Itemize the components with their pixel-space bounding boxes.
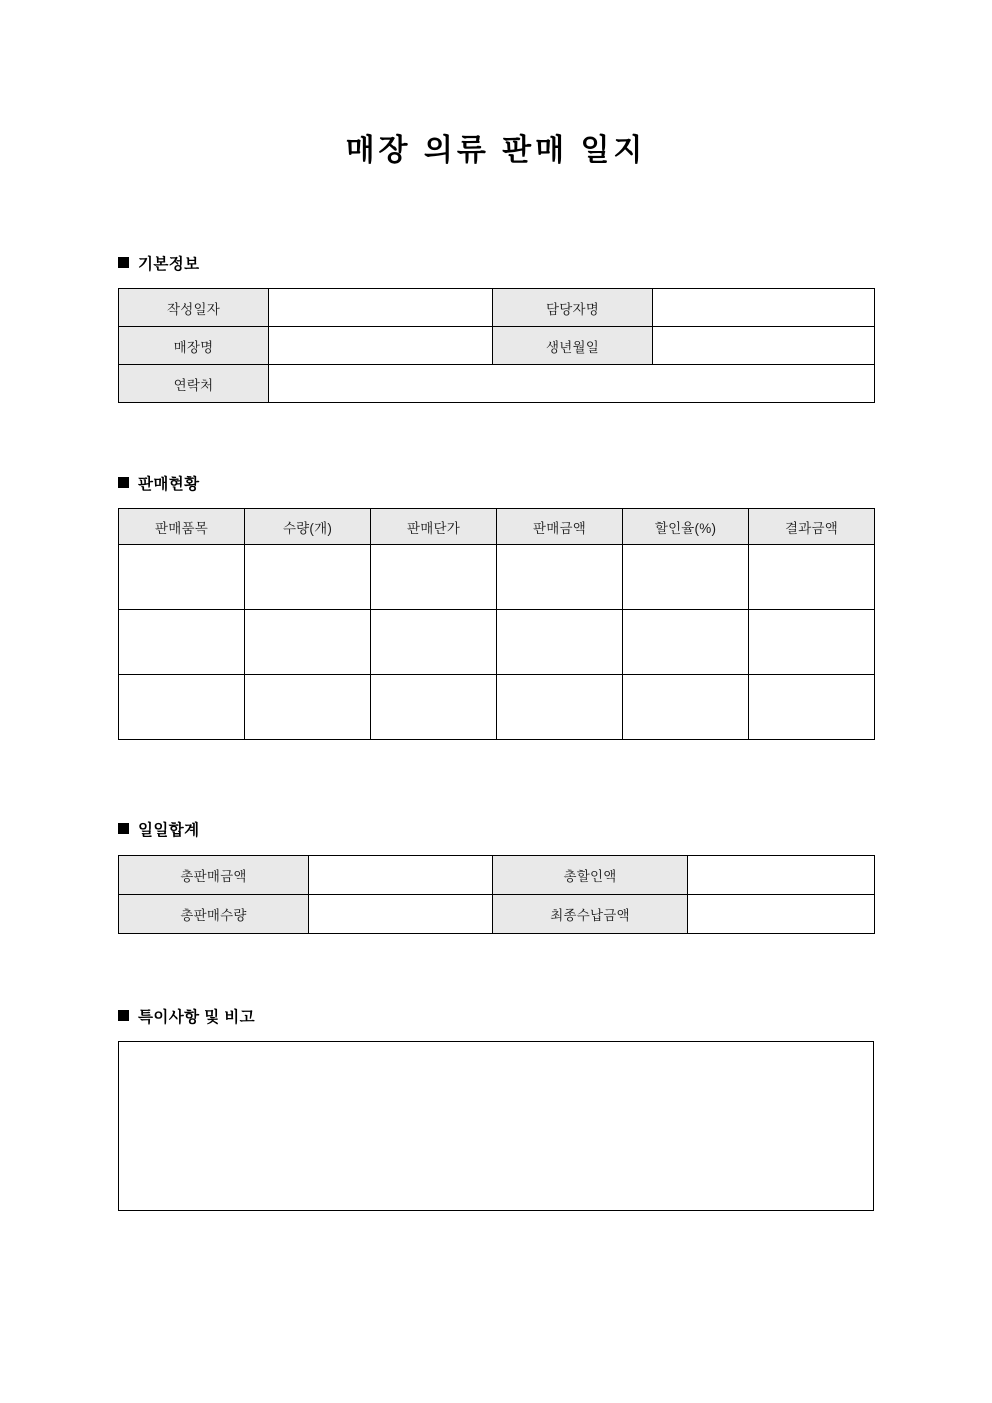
field-value-created-date[interactable] [269,289,493,327]
table-header-row [119,509,875,545]
cell-item[interactable] [119,675,245,740]
section-heading-label: 일일합계 [138,822,200,839]
cell-sales-amount[interactable] [497,545,623,610]
cell-sales-amount[interactable] [497,675,623,740]
field-label-contact: 연락처 [119,365,269,403]
section-heading-sales-status [118,472,200,494]
cell-quantity[interactable] [245,545,371,610]
cell-item[interactable] [119,545,245,610]
section-heading-remarks [118,1005,255,1027]
field-label-total-quantity: 총판매수량 [119,895,309,934]
field-value-contact[interactable] [269,365,875,403]
cell-item[interactable] [119,610,245,675]
cell-discount-rate[interactable] [623,545,749,610]
field-label-created-date: 작성일자 [119,289,269,327]
table-row [119,327,875,365]
sales-status-table [118,508,875,740]
section-bullet-icon [118,1010,129,1021]
field-value-total-discount[interactable] [688,856,875,895]
column-header-sales-amount: 판매금액 [497,509,623,545]
section-bullet-icon [118,477,129,488]
cell-unit-price[interactable] [371,610,497,675]
field-value-final-received-amount[interactable] [688,895,875,934]
cell-discount-rate[interactable] [623,610,749,675]
column-header-item: 판매품목 [119,509,245,545]
cell-final-amount[interactable] [749,610,875,675]
daily-total-table [118,855,875,934]
cell-discount-rate[interactable] [623,675,749,740]
column-header-quantity: 수량(개) [245,509,371,545]
cell-sales-amount[interactable] [497,610,623,675]
section-heading-label: 기본정보 [138,256,200,273]
cell-final-amount[interactable] [749,675,875,740]
cell-final-amount[interactable] [749,545,875,610]
section-bullet-icon [118,823,129,834]
cell-unit-price[interactable] [371,545,497,610]
table-row [119,675,875,740]
table-row [119,610,875,675]
section-bullet-icon [118,257,129,268]
field-value-store-name[interactable] [269,327,493,365]
column-header-final-amount: 결과금액 [749,509,875,545]
table-row [119,856,875,895]
field-label-manager-name: 담당자명 [493,289,653,327]
remarks-textarea[interactable] [118,1041,874,1211]
table-row [119,545,875,610]
field-label-final-received-amount: 최종수납금액 [493,895,688,934]
field-label-total-discount: 총할인액 [493,856,688,895]
table-row [119,895,875,934]
cell-quantity[interactable] [245,610,371,675]
basic-info-table [118,288,875,403]
section-heading-daily-total [118,818,200,840]
field-value-total-sales-amount[interactable] [309,856,493,895]
cell-unit-price[interactable] [371,675,497,740]
column-header-discount-rate: 할인율(%) [623,509,749,545]
section-heading-basic-info [118,252,200,274]
section-heading-label: 판매현황 [138,476,200,493]
table-row [119,289,875,327]
page-title: 매장 의류 판매 일지 [345,134,647,167]
cell-quantity[interactable] [245,675,371,740]
field-label-total-sales-amount: 총판매금액 [119,856,309,895]
field-value-total-quantity[interactable] [309,895,493,934]
field-value-birth-date[interactable] [653,327,875,365]
section-heading-label: 특이사항 및 비고 [138,1009,256,1026]
column-header-unit-price: 판매단가 [371,509,497,545]
table-row [119,365,875,403]
field-value-manager-name[interactable] [653,289,875,327]
field-label-store-name: 매장명 [119,327,269,365]
field-label-birth-date: 생년월일 [493,327,653,365]
